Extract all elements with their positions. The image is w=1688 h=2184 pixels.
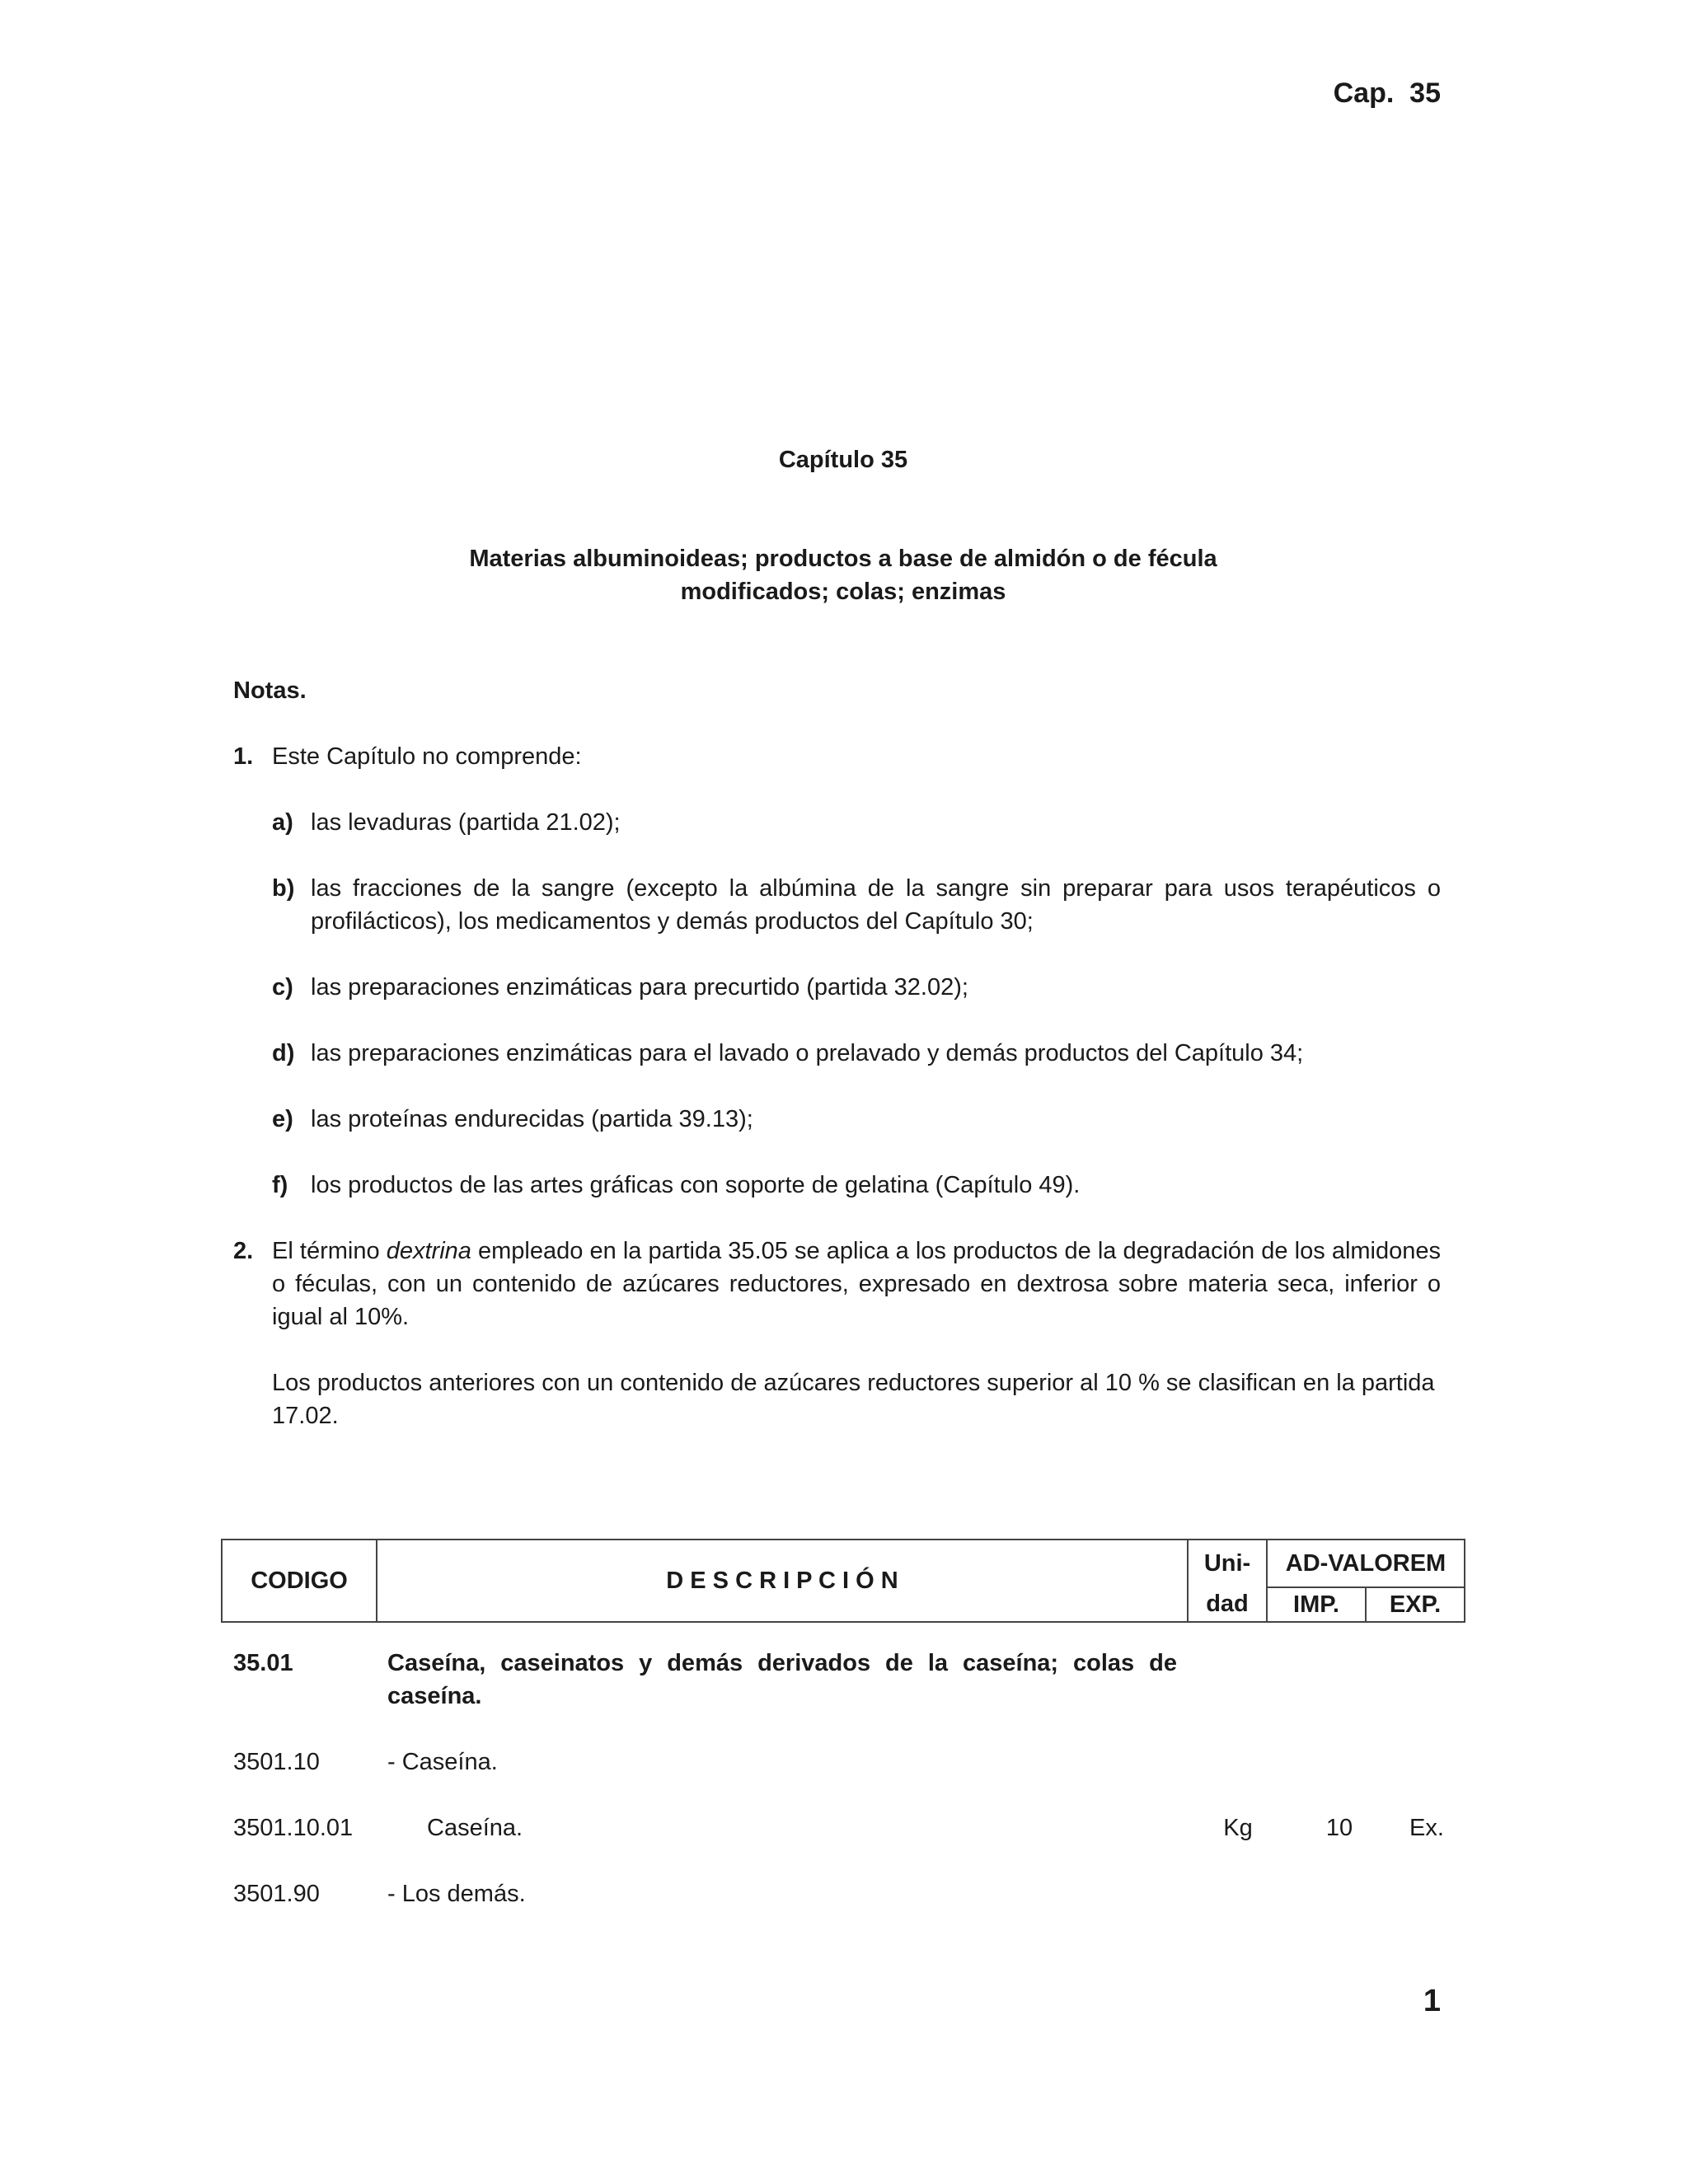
col-advalorem: AD-VALOREM [1267, 1540, 1465, 1587]
col-unidad-bottom: dad [1188, 1587, 1267, 1622]
tariff-table-header [221, 1539, 1465, 1623]
item-label: d) [272, 1040, 295, 1066]
item-text: los productos de las artes gráficas con soporte de gelatina (Capítulo 49). [311, 1172, 1081, 1198]
row-description: - Caseína. [387, 1749, 498, 1775]
chapter-subtitle-line1: Materias albuminoideas; productos a base de almidón o de fécula [469, 546, 1217, 572]
note-text-end: empleado en la partida 35.05 se aplica a los productos de la degradación de los almidones o féculas, con un contenido de azúcares reductores, expresado en dextrosa sobre materia seca, inferior o igual al 10%. [272, 1238, 1442, 1330]
row-description: Caseína, caseinatos y demás derivados de la caseína; colas de caseína. [387, 1650, 1177, 1709]
chapter-header-label: Cap. 35 [1333, 77, 1441, 109]
row-imp: 10 [1325, 1815, 1353, 1841]
col-descripcion: D E S C R I P C I Ó N [377, 1540, 1188, 1622]
row-description: - Los demás. [387, 1881, 526, 1907]
row-code: 3501.90 [233, 1881, 320, 1907]
item-text: las proteínas endurecidas (partida 39.13); [311, 1106, 753, 1132]
note-text [272, 1235, 1441, 1333]
chapter-subtitle-line2: modificados; colas; enzimas [680, 579, 1006, 605]
notes-heading: Notas. [233, 677, 307, 704]
row-exp: Ex. [1409, 1815, 1444, 1841]
item-text: las preparaciones enzimáticas para precurtido (partida 32.02); [311, 974, 968, 1001]
item-label: a) [272, 809, 293, 836]
item-label: e) [272, 1106, 293, 1132]
col-imp: IMP. [1267, 1587, 1366, 1622]
item-text: las fracciones de la sangre (excepto la albúmina de la sangre sin preparar para usos terapéuticos o profilácticos), los medicamentos y demás productos del Capítulo 30; [311, 875, 1441, 935]
item-text: las levaduras (partida 21.02); [311, 809, 621, 836]
col-exp: EXP. [1366, 1587, 1465, 1622]
note-paragraph: Los productos anteriores con un contenido de azúcares reductores superior al 10 % se clasifican en la partida 17.02. [272, 1370, 1435, 1429]
row-description: Caseína. [427, 1815, 523, 1841]
row-unit: Kg [1223, 1815, 1253, 1841]
note-number: 2. [233, 1238, 254, 1264]
item-label: b) [272, 875, 295, 902]
note-text: Este Capítulo no comprende: [272, 743, 582, 770]
col-codigo: CODIGO [222, 1540, 377, 1622]
item-label: c) [272, 974, 293, 1001]
col-unidad-top: Uni- [1188, 1540, 1267, 1587]
page-number: 1 [1423, 1984, 1441, 2018]
note-number: 1. [233, 743, 254, 770]
item-text: las preparaciones enzimáticas para el lavado o prelavado y demás productos del Capítulo 34; [311, 1040, 1304, 1066]
row-code: 3501.10 [233, 1749, 320, 1775]
row-code: 35.01 [233, 1650, 293, 1676]
note-term: dextrina [386, 1238, 471, 1264]
note-text-start: El término [272, 1238, 387, 1264]
row-code: 3501.10.01 [233, 1815, 354, 1841]
item-label: f) [272, 1172, 288, 1198]
chapter-title: Capítulo 35 [778, 447, 908, 473]
